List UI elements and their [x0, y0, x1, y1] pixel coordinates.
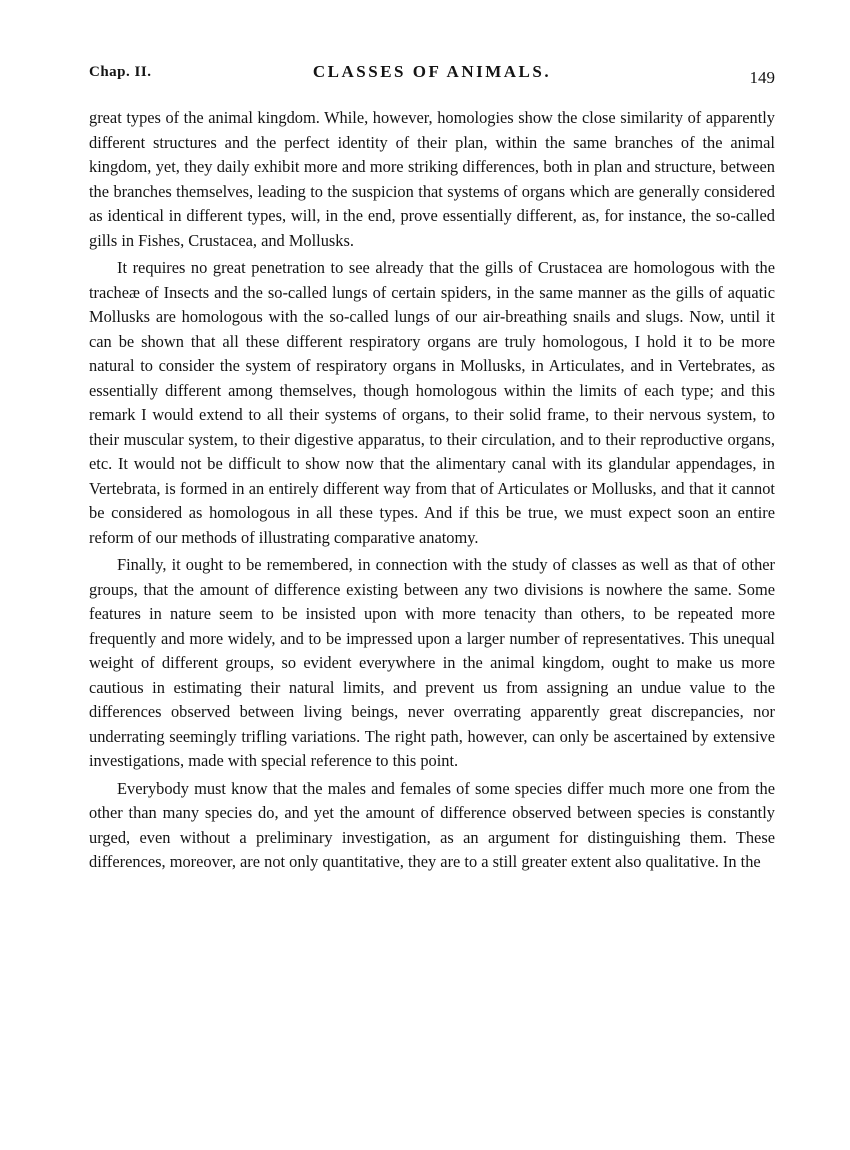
running-header: [89, 62, 775, 90]
page-number: 149: [749, 68, 775, 87]
running-title: CLASSES OF ANIMALS.: [312, 62, 552, 81]
paragraph-males-females: Everybody must know that the males and females of some species differ much more one from the other than many species do, and yet the amount of difference observed between species is constantly urged, even without a preliminary investigation, as an argument for distinguishing them. These differences, moreover, are not only quantitative, they are to a still greater extent also qualitative. In the: [89, 778, 775, 871]
chapter-label: Chap. II.: [89, 64, 152, 80]
paragraph-continued: great types of the animal kingdom. While, however, homologies show the close similarity of apparently different structures and the perfect identity of their plan, within the same branches of the animal kingdom, yet, they daily exhibit more and more striking differences, both in plan and structure, between the branches themselves, leading to the suspicion that systems of organs which are generally considered as identical in different types, will, in the end, prove essentially different, as, for instance, the so-called gills in Fishes, Crustacea, and Mollusks.: [89, 108, 775, 250]
body-text: [89, 106, 775, 875]
paragraph-classes-difference: Finally, it ought to be remembered, in connection with the study of classes as well as that of other groups, that the amount of difference existing between any two divisions is nowhere the same. Some features in nature seem to be insisted upon with more tenacity than others, to be repeated more frequently and more widely, and to be impressed upon a larger number of representatives. This unequal weight of different groups, so evident everywhere in the animal kingdom, ought to make us more cautious in estimating their natural limits, and prevent us from assigning an undue value to the differences observed between living beings, never overrating apparently great discrepancies, nor underrating seemingly trifling variations. The right path, however, can only be ascertained by extensive investigations, made with special reference to this point.: [89, 555, 775, 770]
paragraph-respiratory-organs: It requires no great penetration to see already that the gills of Crustacea are homologous with the tracheæ of Insects and the so-called lungs of certain spiders, in the same manner as the gills of aquatic Mollusks are homologous with the so-called lungs of our air-breathing snails and slugs. Now, until it can be shown that all these different respiratory organs are truly homologous, I hold it to be more natural to consider the system of respiratory organs in Mollusks, in Articulates, and in Vertebrates, as essentially different among themselves, though homologous within the limits of each type; and this remark I would extend to all their systems of organs, to their solid frame, to their nervous system, to their muscular system, to their digestive apparatus, to their circulation, and to their reproductive organs, etc. It would not be difficult to show now that the alimentary canal with its glandular appendages, in Vertebrata, is formed in an entirely different way from that of Articulates or Mollusks, and that it cannot be considered as homologous in all these types. And if this be true, we must expect soon an entire reform of our methods of illustrating comparative anatomy.: [89, 258, 775, 547]
